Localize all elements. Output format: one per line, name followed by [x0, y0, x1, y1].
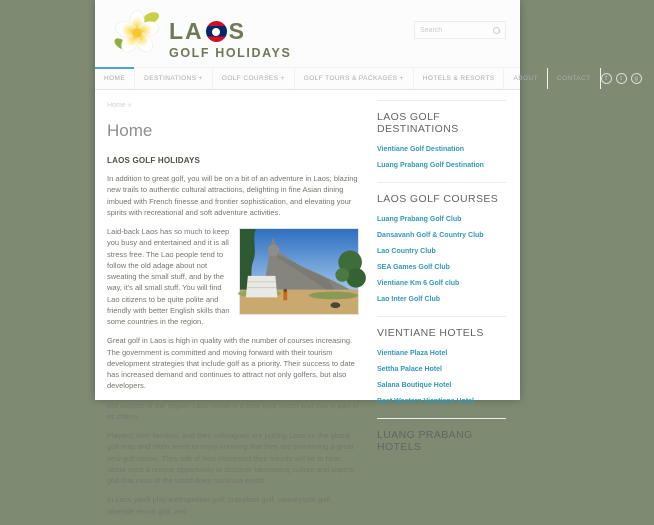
nav-item-destinations[interactable]: DESTINATIONS + — [135, 68, 213, 89]
google-plus-icon[interactable]: g — [631, 73, 642, 84]
search-icon[interactable] — [493, 27, 500, 34]
nav-item-hotels-resorts[interactable]: HOTELS & RESORTS — [414, 68, 505, 89]
logo-title — [169, 20, 291, 43]
frangipani-flower-icon — [111, 6, 163, 66]
nav-item-golf-courses[interactable]: GOLF COURSES + — [213, 68, 295, 89]
site-header — [95, 0, 638, 90]
paragraph: Great golf in Laos is high in quality with the number of courses increasing. The government is committed and moving forward with their tourism development strategies that include golf as a priority. Their success to date has increased demand and continues to attract not only golfers, but also developers. — [107, 336, 355, 391]
sidebar-link[interactable]: Luang Prabang Golf Destination — [377, 162, 484, 169]
sidebar-link[interactable]: Vientiane Plaza Hotel — [377, 350, 448, 357]
article-column — [107, 100, 359, 525]
site-logo[interactable] — [111, 6, 291, 66]
paragraph: Laid-back Laos has so much to keep you busy and entertained and it is all stress free. The Lao people tend to follow the old adage about not sweating the small stuff, and by the way, it's all small stuff. You will find Lao citizens to be quite polite and friendly with better English skills than some countries in the region. — [107, 227, 230, 326]
sidebar-link[interactable]: Vientiane Km 6 Golf club — [377, 280, 460, 287]
breadcrumb[interactable]: Home » — [107, 102, 132, 109]
logo-title-part1: LA — [169, 18, 204, 44]
nav-item-home[interactable]: HOME — [95, 68, 135, 89]
sidebar — [377, 100, 506, 525]
laos-flag-roundel-icon — [206, 21, 227, 42]
sidebar-section — [377, 418, 506, 468]
sidebar-section — [377, 182, 506, 316]
nav-item-contact[interactable]: CONTACT — [548, 68, 601, 89]
page-title: Home — [107, 121, 153, 140]
nav-item-golf-tours-packages[interactable]: GOLF TOURS & PACKAGES + — [295, 68, 414, 89]
sidebar-link[interactable]: SEA Games Golf Club — [377, 264, 450, 271]
sidebar-link[interactable]: Best Western Vientiane Hotel — [377, 398, 474, 405]
search-box — [414, 21, 506, 39]
sidebar-heading: LAOS GOLF COURSES — [377, 193, 499, 205]
sidebar-link[interactable]: Salana Boutique Hotel — [377, 382, 452, 389]
search-input[interactable] — [420, 27, 493, 34]
sidebar-heading: LUANG PRABANG HOTELS — [377, 429, 473, 453]
main-area — [95, 90, 520, 525]
main-nav — [95, 67, 638, 90]
sidebar-link[interactable]: Lao Country Club — [377, 248, 436, 255]
sidebar-heading: LAOS GOLF DESTINATIONS — [377, 111, 459, 135]
paragraph: In Laos you'll play metropolitan golf, suburban golf, countryside golf, lakeside resort golf, and — [107, 495, 333, 516]
social-icons — [601, 68, 654, 89]
twitter-icon[interactable]: t — [616, 73, 627, 84]
sidebar-link[interactable]: Lao Inter Golf Club — [377, 296, 440, 303]
buddha-park-photo — [239, 228, 359, 315]
sidebar-link[interactable]: Luang Prabang Golf Club — [377, 216, 462, 223]
paragraph: But outside of the region, Laos remains a best kept secret and that is part of its charm. — [107, 400, 359, 421]
logo-title-part2: S — [228, 18, 247, 44]
nav-item-about[interactable]: ABOUT — [504, 68, 547, 89]
logo-text — [169, 6, 291, 60]
sidebar-heading: VIENTIANE HOTELS — [377, 327, 484, 339]
article-body — [107, 156, 359, 517]
sidebar-link[interactable]: Settha Palace Hotel — [377, 366, 442, 373]
logo-tagline: GOLF HOLIDAYS — [169, 46, 292, 60]
sidebar-link[interactable]: Dansavanh Golf & Country Club — [377, 232, 484, 239]
nav-items — [95, 68, 601, 89]
sidebar-link[interactable]: Vientiane Golf Destination — [377, 146, 464, 153]
section-heading: LAOS GOLF HOLIDAYS — [107, 156, 201, 165]
paragraph: Players, their families, and their colleagues are putting Laos on the global golf map and often seem to enjoy knowing that they are pioneering a great new golf nation. They talk of how interested their friends will be to hear about such a unique opportunity to discover fascinating culture and superb golf that most of the world does not know exists. — [107, 431, 355, 485]
paragraph: In addition to great golf, you will be on a bit of an adventure in Laos; blazing new trails to authentic cultural attractions, delighting in fine Asian dining imbued with French finesse and frontier sophistication, and elevating your spirits with recreational and soft adventure activities. — [107, 174, 358, 217]
sidebar-section — [377, 316, 506, 418]
facebook-icon[interactable]: f — [601, 73, 612, 84]
sidebar-section — [377, 100, 506, 182]
page-container — [95, 0, 638, 516]
